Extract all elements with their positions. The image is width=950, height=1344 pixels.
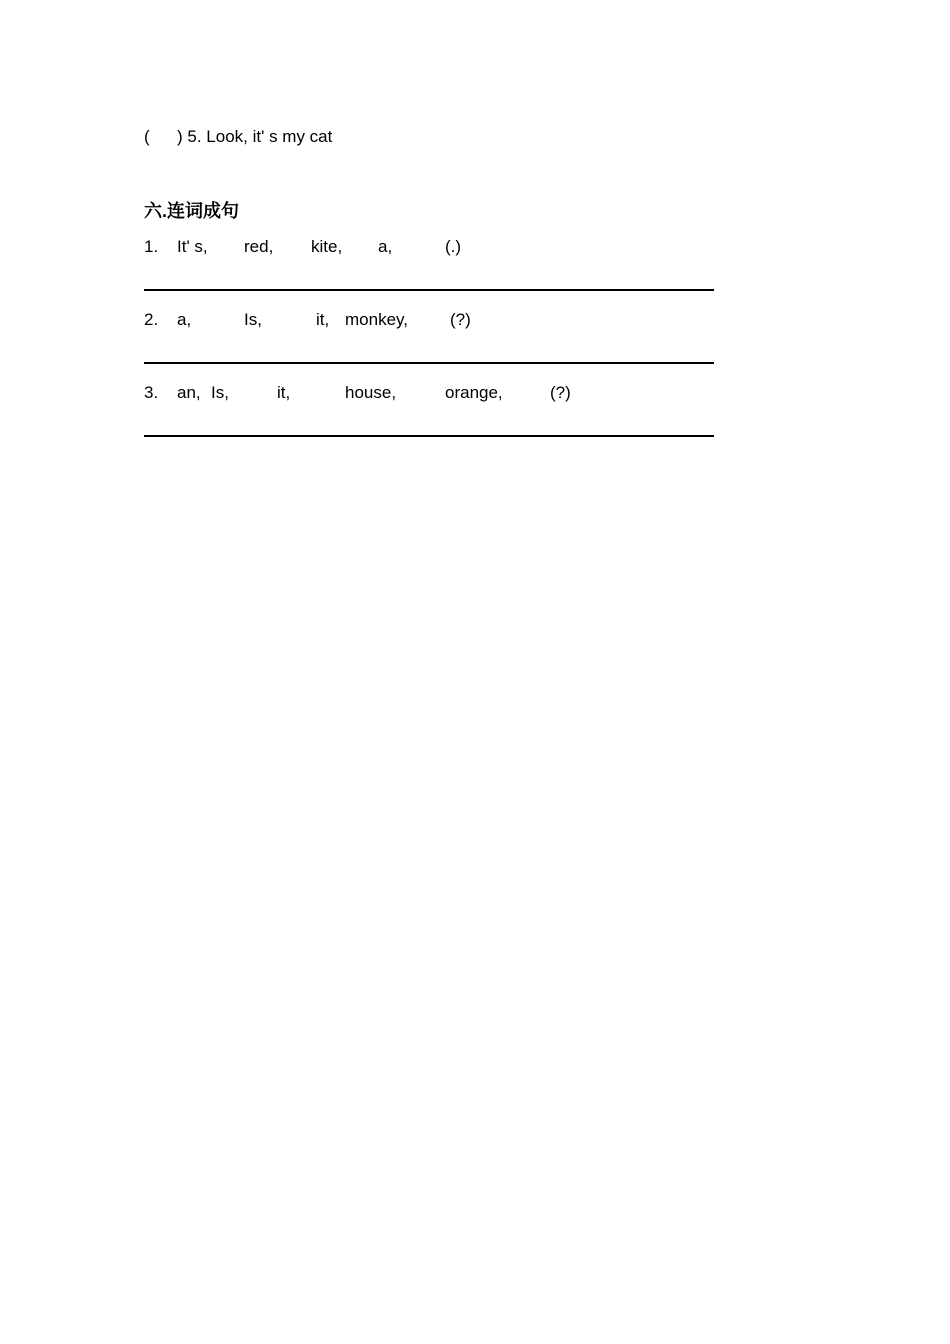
answer-line[interactable] (144, 362, 714, 364)
answer-bracket-open: ( (144, 127, 150, 146)
item-number: 2. (144, 310, 159, 329)
list-item (0, 383, 950, 405)
section-title: 六.连词成句 (144, 201, 240, 221)
item-number: 1. (144, 237, 159, 256)
list-item (0, 310, 950, 332)
word-token: Is, (244, 310, 262, 329)
word-token: an, (177, 383, 201, 402)
word-token: It' s, (177, 237, 208, 256)
word-token: kite, (311, 237, 343, 256)
list-item (0, 237, 950, 259)
word-token: it, (277, 383, 291, 402)
item-number: 3. (144, 383, 159, 402)
word-token: orange, (445, 383, 503, 402)
word-token: Is, (211, 383, 229, 402)
word-token: a, (177, 310, 192, 329)
question-5-text: ) 5. Look, it' s my cat (177, 127, 333, 146)
punctuation-token: (?) (450, 310, 471, 329)
answer-line[interactable] (144, 435, 714, 437)
word-token: a, (378, 237, 393, 256)
word-token: house, (345, 383, 397, 402)
answer-line[interactable] (144, 289, 714, 291)
word-token: monkey, (345, 310, 408, 329)
punctuation-token: (.) (445, 237, 462, 256)
word-token: red, (244, 237, 274, 256)
punctuation-token: (?) (550, 383, 571, 402)
word-token: it, (316, 310, 330, 329)
